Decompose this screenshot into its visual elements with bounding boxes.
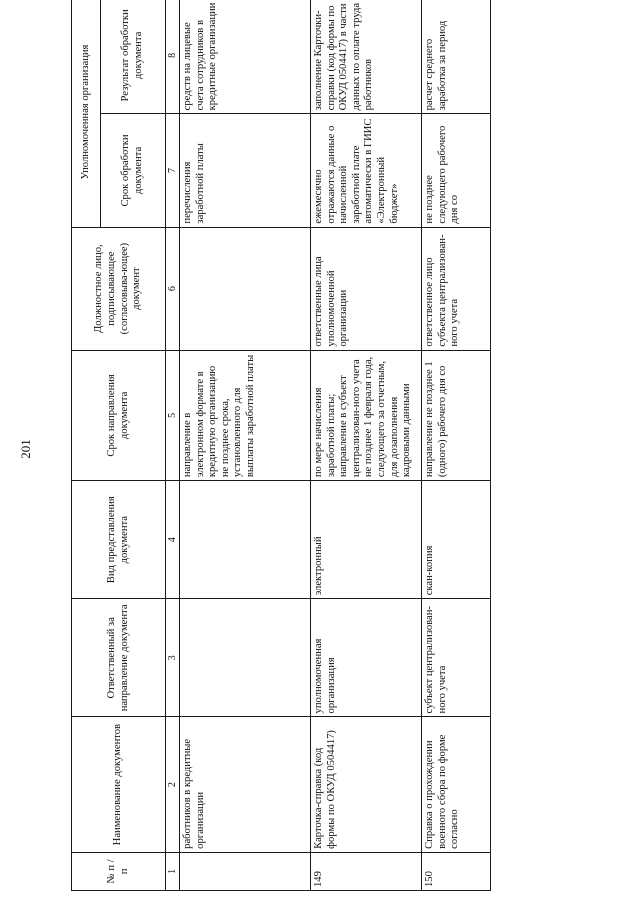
cell-num	[180, 852, 311, 890]
header-result: Результат обработки документа	[101, 0, 166, 114]
cell-responsible	[180, 599, 311, 717]
cell-responsible: уполномоченная организация	[310, 599, 421, 717]
cell-form: скан-копия	[421, 481, 490, 599]
header-group-upolnom: Уполномоченная организация	[72, 0, 101, 227]
cell-official: ответственное лицо субъекта централизован-ного учета	[421, 227, 490, 350]
cell-deadline: направление не позднее 1 (одного) рабочего дня со	[421, 350, 490, 480]
table-row	[180, 0, 311, 891]
cell-name: работников в кредитные организации	[180, 717, 311, 852]
cell-result: средств на лицевые счета сотрудников в кредитные организации	[180, 0, 311, 114]
cell-official	[180, 227, 311, 350]
cell-processing-term: перечисления заработной платы	[180, 114, 311, 227]
page-number: 201	[18, 439, 33, 459]
cell-processing-term: ежемесячно отражаются данные о начисленной заработной плате автоматически в ГИИС «Электронный бюджет»	[310, 114, 421, 227]
cell-form: электронный	[310, 481, 421, 599]
header-row-1	[72, 0, 101, 891]
header-official: Должностное лицо, подписывающее (согласовыва-ющее) документ	[72, 227, 166, 350]
col-number: 2	[166, 717, 180, 852]
cell-processing-term: не позднее следующего рабочего дня со	[421, 114, 490, 227]
col-number: 7	[166, 114, 180, 227]
cell-official: ответственные лица уполномоченной организации	[310, 227, 421, 350]
col-number: 5	[166, 350, 180, 480]
col-number: 3	[166, 599, 180, 717]
header-responsible: Ответственный за направление документа	[72, 599, 166, 717]
header-form: Вид представления документа	[72, 481, 166, 599]
documents-table	[71, 0, 491, 891]
table-row	[421, 0, 490, 891]
header-processing-term: Срок обработки документа	[101, 114, 166, 227]
cell-num: 149	[310, 852, 421, 890]
cell-num: 150	[421, 852, 490, 890]
cell-result: заполнение Карточки-справки (код формы по ОКУД 0504417) в части данных по оплате труда работников	[310, 0, 421, 114]
table-row	[310, 0, 421, 891]
col-number: 1	[166, 852, 180, 890]
column-number-row	[166, 0, 180, 891]
cell-responsible: субъект централизован-ного учета	[421, 599, 490, 717]
col-number: 6	[166, 227, 180, 350]
col-number: 8	[166, 0, 180, 114]
header-deadline: Срок направления документа	[72, 350, 166, 480]
header-name: Наименование документов	[72, 717, 166, 852]
cell-name: Карточка-справка (код формы по ОКУД 0504417)	[310, 717, 421, 852]
header-num: № п / п	[72, 852, 166, 890]
cell-result: расчет среднего заработка за период	[421, 0, 490, 114]
cell-form	[180, 481, 311, 599]
cell-name: Справка о прохождении военного сбора по форме согласно	[421, 717, 490, 852]
cell-deadline: по мере начисления заработной платы; направление в субъект централизован-ного учета не позднее 1 февраля года, следующего за отчетным, для дозаполнения кадровыми данными	[310, 350, 421, 480]
cell-deadline: направление в электронном формате в кредитную организацию не позднее срока, установленного для выплаты заработной платы	[180, 350, 311, 480]
col-number: 4	[166, 481, 180, 599]
rotated-table-container	[71, 0, 603, 891]
